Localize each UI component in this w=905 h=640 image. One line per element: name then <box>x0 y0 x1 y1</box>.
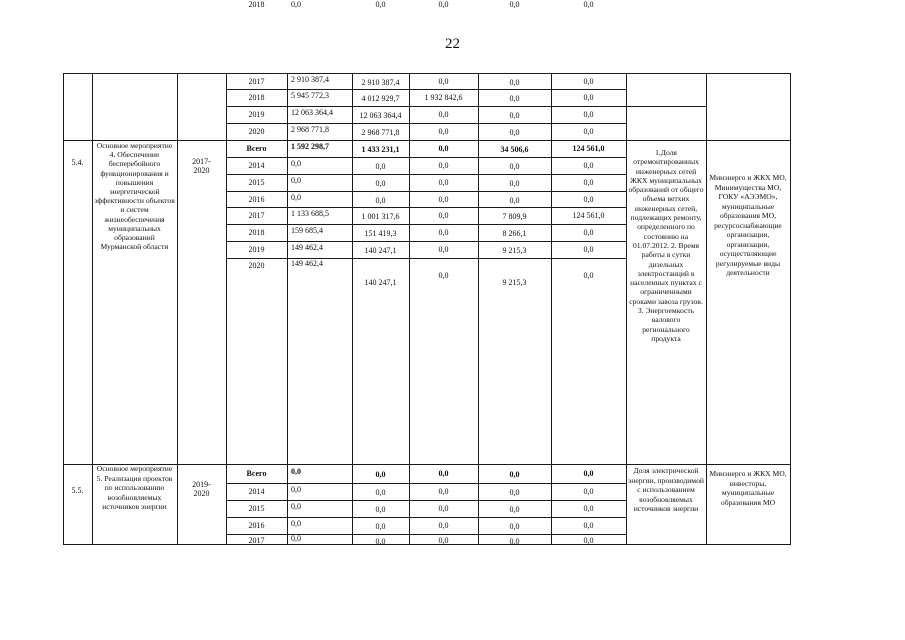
row-border <box>226 500 627 501</box>
column-border <box>706 73 707 544</box>
local-cell: 0,0 <box>509 128 520 137</box>
regional-cell: 0,0 <box>438 144 449 153</box>
regional-cell: 0,0 <box>438 521 449 530</box>
regional-cell: 0,0 <box>438 194 449 204</box>
year-cell: 2017 <box>248 536 265 545</box>
regional-cell: 0,0 <box>438 245 449 254</box>
year-cell: 2015 <box>248 178 265 187</box>
total-cell: 149 462,4 <box>291 259 323 268</box>
year-cell: Всего <box>246 469 267 478</box>
other-cell: 0,0 <box>583 536 594 545</box>
total-cell: 0,0 <box>291 519 301 528</box>
section-number: 5.5. <box>71 486 84 495</box>
federal-cell: 4 012 929,7 <box>361 94 400 103</box>
federal-cell: 2 910 387,4 <box>361 77 400 87</box>
regional-cell: 0,0 <box>438 211 449 220</box>
other-cell: 124 561,0 <box>572 144 605 153</box>
other-cell: 0,0 <box>583 469 594 478</box>
total-cell: 0,0 <box>291 485 301 494</box>
row-border <box>226 483 627 484</box>
regional-cell: 0,0 <box>438 110 449 119</box>
local-cell: 0,0 <box>509 195 520 205</box>
section-number: 5.4. <box>71 158 84 167</box>
row-border <box>226 224 627 225</box>
local-cell: 0,0 <box>509 94 520 103</box>
local-cell: 0,0 <box>509 488 520 497</box>
row-border <box>226 89 627 90</box>
column-border <box>177 73 178 544</box>
local-cell: 9 215,3 <box>502 278 527 287</box>
total-cell: 0,0 <box>291 192 301 202</box>
activity-name: Основное мероприятие 5. Реализация проектов по использованию возобновляемых источников энергии <box>96 464 173 511</box>
year-cell: 2014 <box>248 487 265 496</box>
year-cell: 2018 <box>248 228 265 237</box>
other-cell: 0,0 <box>583 245 594 254</box>
total-cell: 0,0 <box>291 467 301 476</box>
period-cell: 2019- 2020 <box>192 480 211 498</box>
federal-cell: 0,0 <box>375 470 386 479</box>
other-cell: 0,0 <box>583 93 594 102</box>
local-cell: 34 506,6 <box>500 145 529 154</box>
total-cell: 2 968 771,8 <box>291 125 329 134</box>
other-cell: 0,0 <box>583 0 594 9</box>
local-cell: 0,0 <box>509 537 520 546</box>
local-cell: 9 215,3 <box>502 246 527 255</box>
regional-cell: 0,0 <box>438 0 449 9</box>
federal-cell: 2 968 771,8 <box>361 128 400 137</box>
indicators-cell: 1.Доля отремонтированных инженерных сетей ЖКХ муниципальных образований от общего объема ветхих инженерных сетей, подлежащих ремонту, определенного по состоянию на 01.07.2012. 2. Время работы в сутки дизельных электростанций в населенных пунктах с ограниченными сроками завоза грузов. 3. Энергоемкость валового регионального продукта <box>628 148 704 343</box>
total-cell: 5 945 772,3 <box>291 91 329 100</box>
row-border <box>226 191 627 192</box>
year-cell: 2015 <box>248 504 265 513</box>
federal-cell: 0,0 <box>375 505 386 514</box>
year-cell: 2020 <box>248 261 265 270</box>
federal-cell: 1 433 231,1 <box>361 145 400 154</box>
regional-cell: 0,0 <box>438 504 449 513</box>
row-border <box>226 241 627 242</box>
regional-cell: 0,0 <box>438 178 449 187</box>
row-border <box>226 157 627 158</box>
federal-cell: 140 247,1 <box>364 246 397 255</box>
total-cell: 12 063 364,4 <box>291 108 333 117</box>
year-cell: Всего <box>246 144 267 153</box>
federal-cell: 140 247,1 <box>364 278 397 287</box>
year-cell: 2019 <box>248 245 265 254</box>
other-cell: 0,0 <box>583 178 594 187</box>
federal-cell: 0,0 <box>375 162 386 171</box>
other-cell: 0,0 <box>583 271 594 280</box>
row-border <box>226 258 627 259</box>
regional-cell: 0,0 <box>438 76 449 86</box>
local-cell: 0,0 <box>509 0 520 9</box>
local-cell: 8 266,1 <box>502 229 527 238</box>
other-cell: 0,0 <box>583 110 594 119</box>
regional-cell: 0,0 <box>438 469 449 478</box>
period-cell: 2017- 2020 <box>192 157 211 175</box>
executors-cell: Минэнерго и ЖКХ МО, Минимущества МО, ГОКУ «АЭЭМО», муниципальные образования МО, ресурсоснабжающие организации, организации, осуществляющие регулируемые виды деятельности <box>709 173 787 277</box>
row-border <box>226 174 627 175</box>
local-cell: 0,0 <box>509 522 520 531</box>
other-cell: 124 561,0 <box>572 211 605 220</box>
column-border <box>626 73 627 544</box>
column-border <box>63 73 64 544</box>
federal-cell: 0,0 <box>375 537 386 546</box>
total-cell: 1 592 298,7 <box>291 142 329 151</box>
federal-cell: 1 001 317,6 <box>361 212 400 221</box>
federal-cell: 0,0 <box>375 0 386 9</box>
year-cell: 2020 <box>248 127 265 136</box>
total-cell: 0,0 <box>291 534 301 543</box>
other-cell: 0,0 <box>583 127 594 136</box>
federal-cell: 0,0 <box>375 195 386 205</box>
regional-cell: 1 932 842,6 <box>424 93 463 102</box>
local-cell: 0,0 <box>509 77 520 87</box>
local-cell: 0,0 <box>509 179 520 188</box>
row-border <box>226 207 627 208</box>
year-cell: 2016 <box>248 194 265 204</box>
row-border <box>226 106 707 107</box>
local-cell: 0,0 <box>509 505 520 514</box>
executors-cell: Минэнерго и ЖКХ МО, инвесторы, муниципальные образования МО <box>709 469 787 507</box>
column-border <box>790 73 791 544</box>
row-border <box>226 534 627 535</box>
regional-cell: 0,0 <box>438 271 449 280</box>
local-cell: 7 809,9 <box>502 212 527 221</box>
year-cell: 2016 <box>248 521 265 530</box>
other-cell: 0,0 <box>583 194 594 204</box>
other-cell: 0,0 <box>583 228 594 237</box>
local-cell: 0,0 <box>509 111 520 120</box>
table-top-border <box>63 73 791 74</box>
other-cell: 0,0 <box>583 521 594 530</box>
year-cell: 2017 <box>248 211 265 220</box>
total-cell: 0,0 <box>291 502 301 511</box>
indicators-cell: Доля электрической энергии, производимой с использованием возобновляемых источников энергии <box>628 466 704 513</box>
federal-cell: 0,0 <box>375 179 386 188</box>
year-cell: 2014 <box>248 161 265 170</box>
total-cell: 159 685,4 <box>291 226 323 235</box>
year-cell: 2017 <box>248 76 265 86</box>
regional-cell: 0,0 <box>438 228 449 237</box>
year-cell: 2019 <box>248 110 265 119</box>
federal-cell: 12 063 364,4 <box>359 111 402 120</box>
total-cell: 149 462,4 <box>291 243 323 252</box>
federal-cell: 151 419,3 <box>364 229 397 238</box>
activity-name: Основное мероприятие 4. Обеспечение бесперебойного функционирования и повышения энергетической эффективности объектов и систем жизнеобеспечения муниципальных образований Мурманской области <box>94 141 175 252</box>
regional-cell: 0,0 <box>438 487 449 496</box>
total-cell: 0,0 <box>291 159 301 168</box>
year-cell: 2018 <box>248 93 265 102</box>
regional-cell: 0,0 <box>438 127 449 136</box>
total-cell: 1 133 688,5 <box>291 209 329 218</box>
local-cell: 0,0 <box>509 162 520 171</box>
other-cell: 0,0 <box>583 161 594 170</box>
other-cell: 0,0 <box>583 504 594 513</box>
column-border <box>92 73 93 544</box>
federal-cell: 0,0 <box>375 522 386 531</box>
row-border <box>226 517 627 518</box>
total-cell: 0,0 <box>291 0 301 9</box>
column-border <box>287 73 288 544</box>
total-cell: 2 910 387,4 <box>291 74 329 84</box>
regional-cell: 0,0 <box>438 161 449 170</box>
page-number: 22 <box>445 36 460 52</box>
regional-cell: 0,0 <box>438 536 449 545</box>
local-cell: 0,0 <box>509 470 520 479</box>
total-cell: 0,0 <box>291 176 301 185</box>
row-border <box>226 123 627 124</box>
year-cell: 2018 <box>248 0 265 9</box>
other-cell: 0,0 <box>583 487 594 496</box>
federal-cell: 0,0 <box>375 488 386 497</box>
other-cell: 0,0 <box>583 76 594 86</box>
